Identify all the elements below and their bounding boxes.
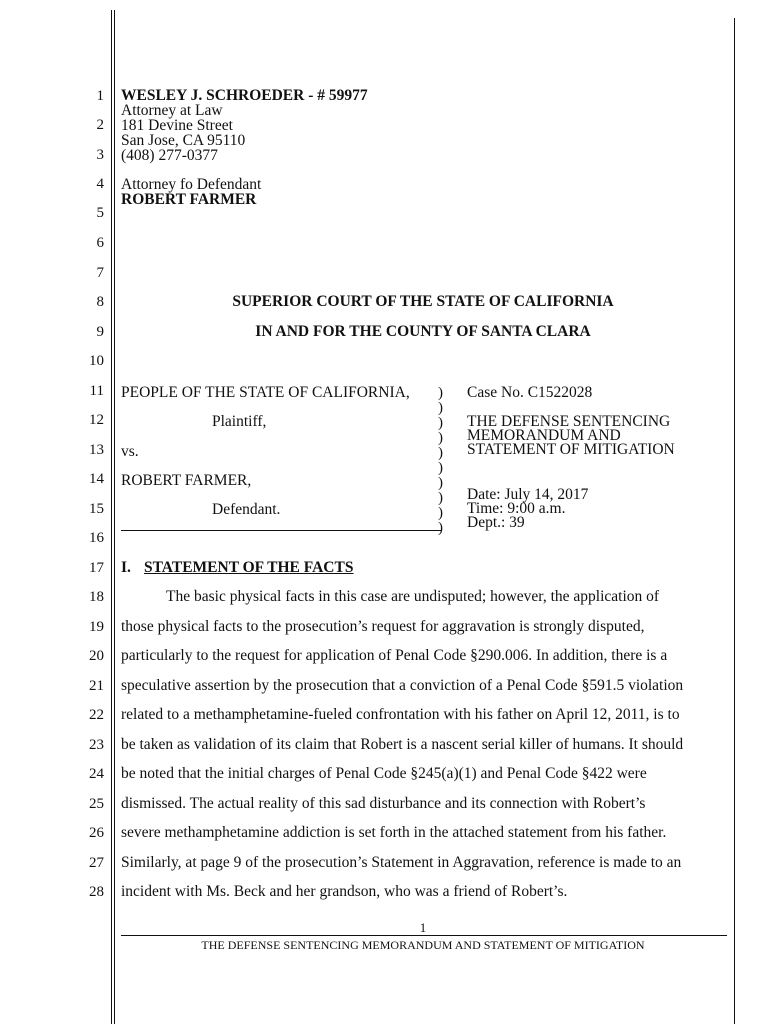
line-number: 3 — [96, 147, 104, 163]
body-line: be noted that the initial charges of Penal Code §245(a)(1) and Penal Code §422 were — [121, 765, 647, 782]
client-name: ROBERT FARMER — [121, 191, 257, 208]
line-number: 20 — [89, 648, 104, 664]
section-heading: STATEMENT OF THE FACTS — [144, 559, 354, 576]
caption-paren: ) — [438, 385, 443, 401]
line-number: 9 — [96, 324, 104, 340]
plaintiff-role: Plaintiff, — [212, 413, 267, 430]
section-number: I. — [121, 559, 131, 576]
body-line: related to a methamphetamine-fueled confrontation with his father on April 12, 2011, is to — [121, 706, 680, 723]
attorney-street: 181 Devine Street — [121, 117, 233, 134]
line-number: 16 — [89, 530, 104, 546]
attorney-phone: (408) 277-0377 — [121, 147, 218, 164]
defendant-name: ROBERT FARMER, — [121, 472, 252, 489]
line-number: 28 — [89, 884, 104, 900]
line-number: 7 — [96, 265, 104, 281]
line-number: 19 — [89, 619, 104, 635]
hearing-date: Date: July 14, 2017 — [467, 486, 589, 503]
hearing-time: Time: 9:00 a.m. — [467, 500, 566, 517]
caption-paren: ) — [438, 475, 443, 491]
line-number: 15 — [89, 501, 104, 517]
court-name-line-1: SUPERIOR COURT OF THE STATE OF CALIFORNIA — [232, 293, 614, 310]
line-number: 1 — [96, 88, 104, 104]
line-number: 4 — [96, 176, 104, 192]
right-margin-rule — [734, 18, 735, 1024]
caption-paren: ) — [438, 460, 443, 476]
line-number: 22 — [89, 707, 104, 723]
caption-paren: ) — [438, 415, 443, 431]
line-number: 25 — [89, 796, 104, 812]
hearing-dept: Dept.: 39 — [467, 514, 525, 531]
body-line: Similarly, at page 9 of the prosecution’s Statement in Aggravation, reference is made to an — [121, 854, 682, 871]
line-number: 27 — [89, 855, 104, 871]
footer-title: THE DEFENSE SENTENCING MEMORANDUM AND STATEMENT OF MITIGATION — [201, 938, 645, 952]
body-line: incident with Ms. Beck and her grandson, who was a friend of Robert’s. — [121, 883, 568, 900]
attorney-role: Attorney fo Defendant — [121, 176, 262, 193]
body-line: dismissed. The actual reality of this sad disturbance and its connection with Robert’s — [121, 795, 646, 812]
left-margin-rule-outer — [111, 10, 112, 1024]
line-number: 8 — [96, 294, 104, 310]
line-number: 23 — [89, 737, 104, 753]
body-line: The basic physical facts in this case are undisputed; however, the application of — [166, 588, 660, 605]
case-number: Case No. C1522028 — [467, 384, 593, 401]
caption-paren: ) — [438, 445, 443, 461]
body-line: be taken as validation of its claim that Robert is a nascent serial killer of humans. It should — [121, 736, 684, 753]
body-line: those physical facts to the prosecution’s request for aggravation is strongly disputed, — [121, 618, 645, 635]
document-title-1: THE DEFENSE SENTENCING — [467, 413, 671, 430]
line-number: 6 — [96, 235, 104, 251]
line-number: 24 — [89, 766, 104, 782]
line-number: 18 — [89, 589, 104, 605]
body-line: speculative assertion by the prosecution that a conviction of a Penal Code §591.5 violation — [121, 677, 684, 694]
line-number: 11 — [89, 383, 104, 399]
line-number: 12 — [89, 412, 104, 428]
footer-rule — [121, 935, 727, 936]
page-number: 1 — [419, 920, 427, 935]
body-line: severe methamphetamine addiction is set forth in the attached statement from his father. — [121, 824, 667, 841]
defendant-role: Defendant. — [212, 501, 281, 518]
line-number: 21 — [89, 678, 104, 694]
line-number: 17 — [89, 560, 104, 576]
document-title-3: STATEMENT OF MITIGATION — [467, 441, 675, 458]
body-line: particularly to the request for application of Penal Code §290.006. In addition, there is a — [121, 647, 668, 664]
line-number: 10 — [89, 353, 104, 369]
versus: vs. — [121, 443, 139, 460]
caption-paren: ) — [438, 520, 443, 536]
plaintiff-name: PEOPLE OF THE STATE OF CALIFORNIA, — [121, 384, 410, 401]
line-number: 14 — [89, 471, 104, 487]
document-title-2: MEMORANDUM AND — [467, 427, 621, 444]
attorney-city: San Jose, CA 95110 — [121, 132, 246, 149]
court-name-line-2: IN AND FOR THE COUNTY OF SANTA CLARA — [255, 323, 591, 340]
line-number: 2 — [96, 117, 104, 133]
attorney-title: Attorney at Law — [121, 102, 223, 119]
attorney-name: WESLEY J. SCHROEDER - # 59977 — [121, 87, 368, 104]
line-number: 26 — [89, 825, 104, 841]
caption-paren: ) — [438, 430, 443, 446]
caption-paren: ) — [438, 490, 443, 506]
line-number: 5 — [96, 205, 104, 221]
caption-paren: ) — [438, 400, 443, 416]
caption-paren: ) — [438, 505, 443, 521]
caption-underline — [121, 530, 441, 531]
line-number: 13 — [89, 442, 104, 458]
left-margin-rule-inner — [114, 10, 115, 1024]
